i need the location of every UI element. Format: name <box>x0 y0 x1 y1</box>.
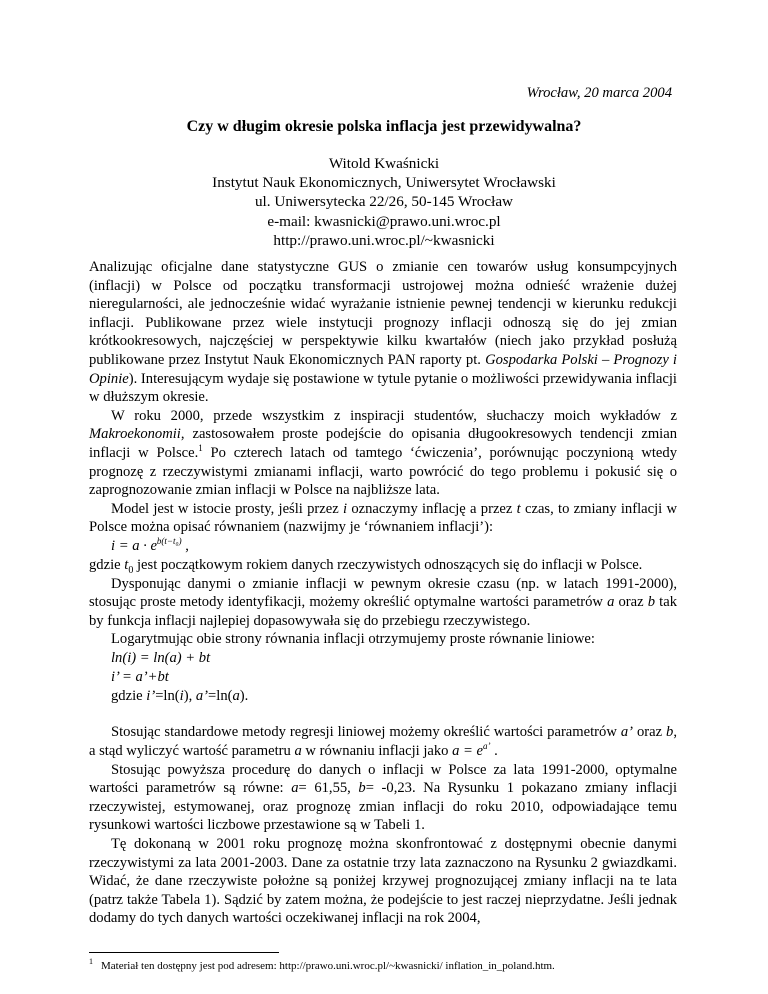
footnote: $^1$ Materiał ten dostępny jest pod adresem: http://prawo.uni.wroc.pl/~kwasnicki/ inflation_in_poland.htm. <box>89 957 555 972</box>
footnote-text[interactable]: Materiał ten dostępny jest pod adresem: http://prawo.uni.wroc.pl/~kwasnicki/ inflation_in_poland.htm. <box>101 960 555 972</box>
paper-title: Czy w długim okresie polska inflacja jest przewidywalna? <box>186 118 582 135</box>
paragraph-10: Tę dokonaną w 2001 roku prognozę można skonfrontować z dostępnymi obecnie danymi rzeczywistymi za lata 2001-2003. Dane za ostatnie trzy lata zaznaczono na Rysunku 2 gwiazdkami. Widać, że dane rzeczywiste położne są poniżej krzywej prognozującej zmiany inflacji na te lata (patrz także Tabela 1). Sądzić by zatem można, że podejście to jest raczej nieprzydatne. Jeśli jednak dodamy do tych danych wartości oczekiwanej inflacji na rok 2004, <box>89 836 677 927</box>
dateline: Wrocław, 20 marca 2004 <box>526 85 672 101</box>
equation-inflation: $i = a \cdot e^{b(t-t_0)}$ , <box>111 536 189 554</box>
author-email[interactable]: e-mail: kwasnicki@prawo.uni.wroc.pl <box>267 212 501 230</box>
author-institute: Instytut Nauk Ekonomicznych, Uniwersytet Wrocławski <box>212 174 556 192</box>
author-url[interactable]: http://prawo.uni.wroc.pl/~kwasnicki <box>273 231 495 249</box>
paragraph-8: Stosując standardowe metody regresji liniowej możemy określić wartości parametrów a’ oraz b, a stąd wyliczyć wartość parametru a w równaniu inflacji jako $a = e^{a’}$ . <box>89 724 677 760</box>
footnote-rule <box>89 952 279 953</box>
author-address: ul. Uniwersytecka 22/26, 50-145 Wrocław <box>254 193 514 211</box>
paragraph-7: gdzie i’=ln(i), a’=ln(a). <box>111 687 249 704</box>
paragraph-1: Analizując oficjalne dane statystyczne GUS o zmianie cen towarów usług konsumpcyjnych (inflacji) w Polsce od początku transformacji ustrojowej można odnieść wrażenie dużej nieregularności, ale jednocześnie widać wyrażanie istnienie pewnej tendencji w kierunku redukcji inflacji. Publikowane przez wiele instytucji prognozy inflacji odnoszą się do jej zmian krótkookresowych, najczęściej w perspektywie kilku kwartałów (niech jako przykład posłużą publikowane przez Instytut Nauk Ekonomicznych PAN raporty pt. Gospodarka Polski – Prognozy i Opinie). Interesującym wydaje się postawione w tytule pytanie o możliwości przewidywania inflacji w dłuższym okresie. <box>89 259 677 406</box>
paragraph-6: Logarytmując obie strony równania inflacji otrzymujemy proste równanie liniowe: <box>111 631 595 648</box>
author-name: Witold Kwaśnicki <box>328 155 440 172</box>
article-body <box>89 258 677 928</box>
paragraph-3: Model jest w istocie prosty, jeśli przez i oznaczymy inflację a przez t czas, to zmiany inflacji w Polsce można opisać równaniem (nazwijmy je ‘równaniem inflacji’): <box>89 500 677 536</box>
equation-log: ln(i) = ln(a) + bt <box>111 649 211 666</box>
paragraph-5: Dysponując danymi o zmianie inflacji w pewnym okresie czasu (np. w latach 1991-2000), stosując proste metody identyfikacji, możemy określić optymalne wartości parametrów a oraz b tak by funkcja inflacji najlepiej dopasowywała się do przebiegu rzeczywistego. <box>89 575 677 629</box>
paragraph-2: W roku 2000, przede wszystkim z inspiracji studentów, słuchaczy moich wykładów z Makroekonomii, zastosowałem proste podejście do opisania długookresowych tendencji zmian inflacji w Polsce.$^1$ Po czterech latach od tamtego ‘ćwiczenia’, porównując poczynioną wtedy prognozę z rzeczywistymi zmianami inflacji, warto powrócić do tego problemu i pokusić się o zaprognozowanie zmian inflacji w Polsce na najbliższe lata. <box>89 407 677 499</box>
paragraph-9: Stosując powyższa procedurę do danych o inflacji w Polsce za lata 1991-2000, optymalne wartości parametrów są równe: a= 61,55, b= -0,23. Na Rysunku 1 pokazano zmiany inflacji rzeczywistej, estymowanej, oraz prognozę zmian inflacji do roku 2010, odpowiadające temu rysunkowi wartości liczbowe przestawione są w Tabeli 1. <box>89 761 678 834</box>
footnote-ref[interactable]: 1 <box>198 443 203 454</box>
equation-linear: i’ = a’+bt <box>111 668 169 685</box>
author-block <box>0 154 768 250</box>
paragraph-4: gdzie $t_0$ jest początkowym rokiem danych rzeczywistych odnoszących się do inflacji w Polsce. <box>89 556 643 576</box>
spacer <box>89 705 677 723</box>
